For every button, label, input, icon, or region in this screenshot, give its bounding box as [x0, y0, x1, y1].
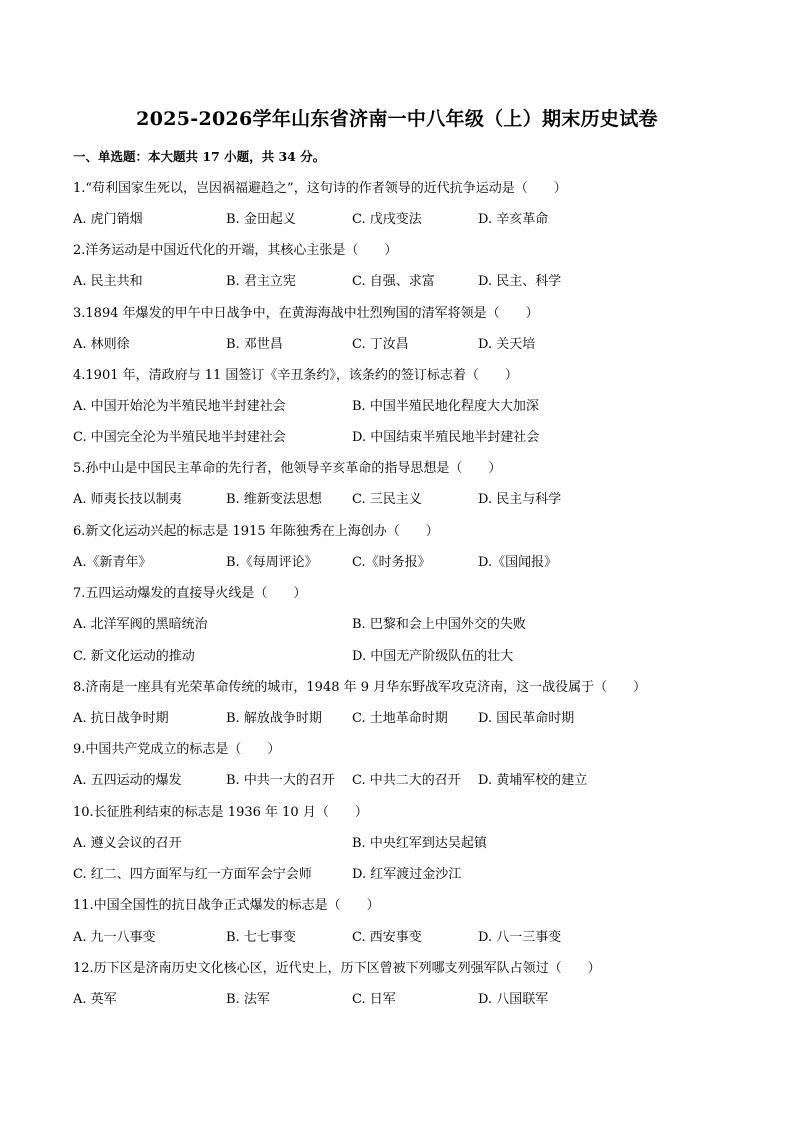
question-9-option-a: A. 五四运动的爆发 [73, 773, 182, 788]
question-1-option-a: A. 虎门销烟 [73, 212, 143, 227]
question-4-option-d: D. 中国结束半殖民地半封建社会 [352, 430, 540, 445]
question-6-option-d: D.《国闻报》 [478, 555, 558, 570]
question-5-option-c: C. 三民主义 [352, 492, 422, 507]
question-1-option-d: D. 辛亥革命 [478, 212, 549, 227]
question-12-option-a: A. 英军 [73, 992, 117, 1007]
question-6-option-a: A.《新青年》 [73, 555, 152, 570]
section-header: 一、单选题：本大题共 17 小题，共 34 分。 [73, 149, 326, 164]
question-4-option-c: C. 中国完全沦为半殖民地半封建社会 [73, 430, 286, 445]
question-2-option-b: B. 君主立宪 [226, 274, 296, 289]
question-8-option-a: A. 抗日战争时期 [73, 711, 169, 726]
question-5-option-b: B. 维新变法思想 [226, 492, 322, 507]
question-10-option-a: A. 遵义会议的召开 [73, 836, 182, 851]
question-11-option-c: C. 西安事变 [352, 930, 422, 945]
question-7-option-d: D. 中国无产阶级队伍的壮大 [352, 649, 514, 664]
question-7-stem: 7.五四运动爆发的直接导火线是（ ） [73, 586, 307, 601]
question-1-option-b: B. 金田起义 [226, 212, 296, 227]
question-4-option-a: A. 中国开始沦为半殖民地半封建社会 [73, 399, 286, 414]
question-2-stem: 2.洋务运动是中国近代化的开端，其核心主张是（ ） [73, 243, 398, 258]
question-1-option-c: C. 戊戌变法 [352, 212, 422, 227]
question-12-option-b: B. 法军 [226, 992, 270, 1007]
question-4-option-b: B. 中国半殖民地化程度大大加深 [352, 399, 539, 414]
question-8-option-c: C. 土地革命时期 [352, 711, 448, 726]
question-5-option-d: D. 民主与科学 [478, 492, 562, 507]
question-10-stem: 10.长征胜利结束的标志是 1936 年 10 月（ ） [73, 805, 368, 820]
question-12-option-c: C. 日军 [352, 992, 396, 1007]
question-3-stem: 3.1894 年爆发的甲午中日战争中，在黄海海战中壮烈殉国的清军将领是（ ） [73, 306, 539, 321]
question-7-option-a: A. 北洋军阀的黑暗统治 [73, 617, 208, 632]
question-10-option-d: D. 红军渡过金沙江 [352, 867, 462, 882]
question-7-option-b: B. 巴黎和会上中国外交的失败 [352, 617, 526, 632]
question-11-stem: 11.中国全国性的抗日战争正式爆发的标志是（ ） [73, 898, 380, 913]
question-3-option-c: C. 丁汝昌 [352, 337, 409, 352]
question-5-option-a: A. 师夷长技以制夷 [73, 492, 182, 507]
question-10-option-c: C. 红二、四方面军与红一方面军会宁会师 [73, 867, 312, 882]
question-3-option-a: A. 林则徐 [73, 337, 130, 352]
question-10-option-b: B. 中央红军到达吴起镇 [352, 836, 487, 851]
question-9-option-d: D. 黄埔军校的建立 [478, 773, 588, 788]
question-6-option-b: B.《每周评论》 [226, 555, 318, 570]
question-12-stem: 12.历下区是济南历史文化核心区，近代史上，历下区曾被下列哪支列强军队占领过（ ） [73, 961, 601, 976]
question-6-stem: 6.新文化运动兴起的标志是 1915 年陈独秀在上海创办（ ） [73, 524, 439, 539]
question-2-option-d: D. 民主、科学 [478, 274, 562, 289]
question-8-option-d: D. 国民革命时期 [478, 711, 575, 726]
question-4-stem: 4.1901 年，清政府与 11 国签订《辛丑条约》，该条约的签订标志着（ ） [73, 368, 518, 383]
question-8-option-b: B. 解放战争时期 [226, 711, 322, 726]
question-6-option-c: C.《时务报》 [352, 555, 431, 570]
question-3-option-b: B. 邓世昌 [226, 337, 283, 352]
question-11-option-a: A. 九一八事变 [73, 930, 156, 945]
question-2-option-c: C. 自强、求富 [352, 274, 435, 289]
question-7-option-c: C. 新文化运动的推动 [73, 649, 195, 664]
question-12-option-d: D. 八国联军 [478, 992, 549, 1007]
question-5-stem: 5.孙中山是中国民主革命的先行者，他领导辛亥革命的指导思想是（ ） [73, 461, 502, 476]
question-3-option-d: D. 关天培 [478, 337, 536, 352]
question-9-option-c: C. 中共二大的召开 [352, 773, 461, 788]
question-11-option-d: D. 八一三事变 [478, 930, 562, 945]
question-9-stem: 9.中国共产党成立的标志是（ ） [73, 742, 281, 757]
question-8-stem: 8.济南是一座具有光荣革命传统的城市，1948 年 9 月华东野战军攻克济南，这一战役属于（ ） [73, 680, 647, 695]
question-9-option-b: B. 中共一大的召开 [226, 773, 335, 788]
question-1-stem: 1.“苟利国家生死以，岂因祸福避趋之”，这句诗的作者领导的近代抗争运动是（ ） [73, 181, 567, 196]
page-title: 2025-2026学年山东省济南一中八年级（上）期末历史试卷 [136, 108, 658, 130]
question-11-option-b: B. 七七事变 [226, 930, 296, 945]
question-2-option-a: A. 民主共和 [73, 274, 143, 289]
